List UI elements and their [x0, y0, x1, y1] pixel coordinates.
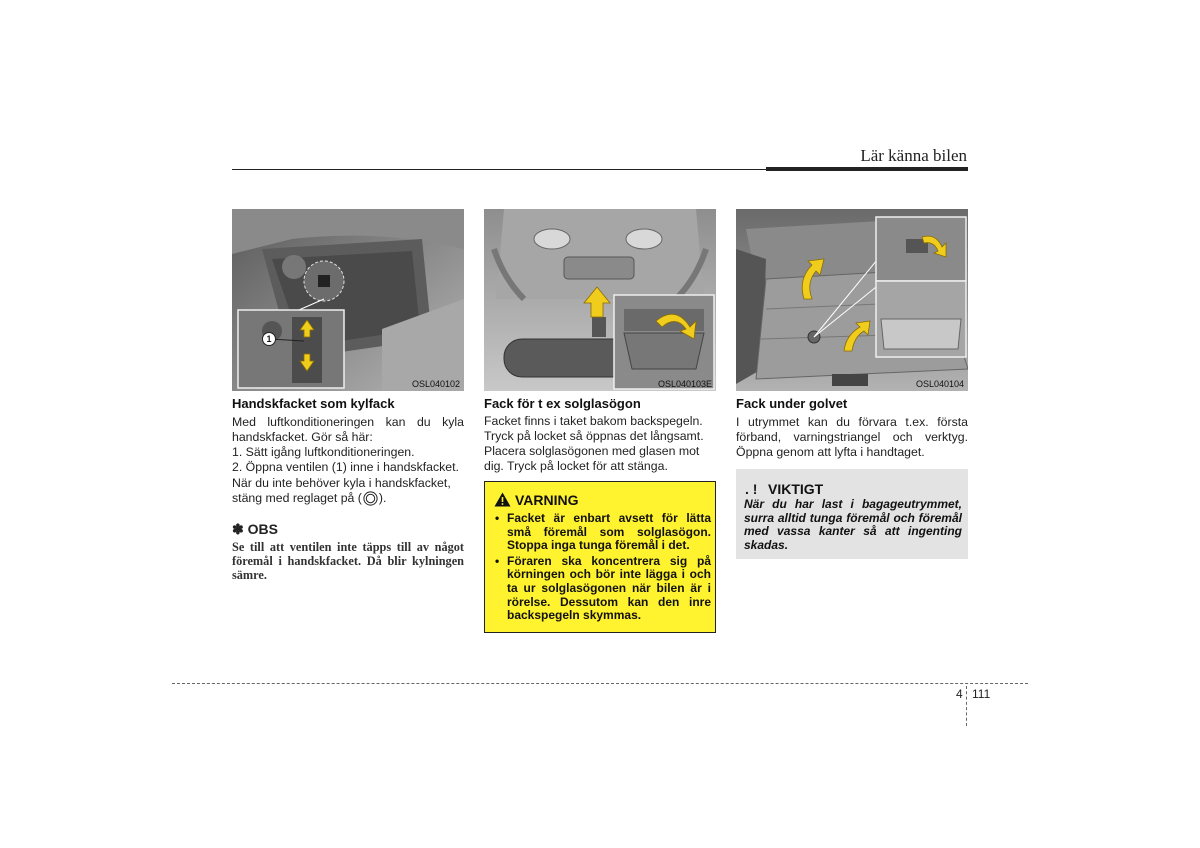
running-header: Lär känna bilen — [860, 146, 967, 165]
figure-code: OSL040103E — [657, 379, 712, 389]
warning-item: • Föraren ska koncentrera sig på körningen och bör inte lägga i och ta ur solglasögonen när bilen är i rörelse. Dessutom kan den inre backspegeln skymmas. — [491, 555, 711, 623]
obs-text: Se till att ventilen inte täpps till av något föremål i handskfacket. Då blir kylningen sämre. — [232, 540, 464, 582]
underfloor-compartment-figure — [736, 209, 968, 391]
sunglass-holder-figure — [484, 209, 716, 391]
dial-knob-icon — [363, 491, 378, 506]
important-title: VIKTIGT — [768, 481, 824, 497]
important-mark: . ! — [745, 481, 758, 497]
glovebox-note-text: stäng med reglaget på ( — [232, 491, 362, 505]
footer-rule — [172, 683, 1028, 684]
footer-divider — [966, 686, 967, 726]
important-text: När du har last i bagageutrymmet, surra alltid tunga föremål och föremål med vassa kanter så att ingenting skadas. — [744, 497, 962, 552]
chapter-number: 4 — [956, 687, 963, 701]
warning-item: • Facket är enbart avsett för lätta små föremål som solglasögon. Stoppa inga tunga föremål i det. — [491, 512, 711, 553]
page-number: 111 — [972, 687, 991, 701]
glovebox-note-line2 — [232, 491, 472, 506]
warning-list — [491, 512, 711, 625]
important-box — [736, 469, 968, 559]
warning-triangle-icon — [494, 492, 511, 512]
figure-code: OSL040104 — [915, 379, 964, 389]
glovebox-note-line1: När du inte behöver kyla i handskfacket, — [232, 476, 451, 490]
figure-code: OSL040102 — [411, 379, 460, 389]
glovebox-note-end: ). — [378, 491, 387, 505]
underfloor-text: I utrymmet kan du förvara t.ex. första förband, varningstriangel och verktyg. Öppna genom att lyfta i handtaget. — [736, 415, 968, 459]
section-heading-sunglasses: Fack för t ex solglasögon — [484, 396, 641, 411]
glovebox-figure — [232, 209, 464, 391]
sunglasses-text: Facket finns i taket bakom backspegeln. Tryck på locket så öppnas det långsamt. Placera solglasögonen med glasen mot dig. Tryck på locket för att stänga. — [484, 414, 704, 473]
header-rule — [232, 169, 766, 170]
warning-box — [484, 481, 716, 633]
obs-title: ✽ OBS — [232, 521, 278, 537]
section-heading-glovebox: Handskfacket som kylfack — [232, 396, 395, 411]
callout-1: 1 — [262, 332, 276, 346]
glovebox-step-2: 2. Öppna ventilen (1) inne i handskfacket. — [232, 460, 459, 474]
header-rule-accent — [766, 167, 968, 171]
section-heading-underfloor: Fack under golvet — [736, 396, 848, 411]
warning-title: VARNING — [515, 492, 579, 508]
glovebox-step-1: 1. Sätt igång luftkonditioneringen. — [232, 445, 415, 459]
glovebox-intro: Med luftkonditioneringen kan du kyla handskfacket. Gör så här: — [232, 415, 464, 444]
